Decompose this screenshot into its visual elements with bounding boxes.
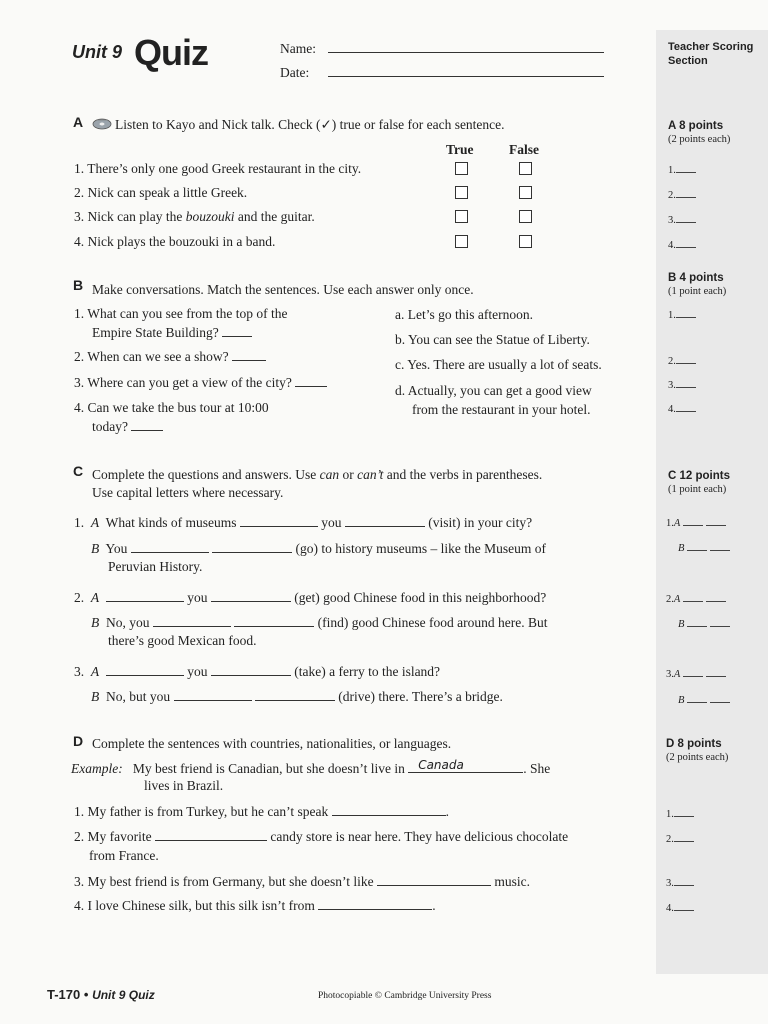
example-answer-line <box>408 758 523 773</box>
date-line[interactable] <box>328 76 604 77</box>
false-checkbox-1[interactable] <box>519 162 532 175</box>
true-checkbox-1[interactable] <box>455 162 468 175</box>
unit-label: Unit 9 <box>72 42 123 62</box>
footer-copyright: Photocopiable © Cambridge University Press <box>318 991 492 1001</box>
name-label: Name: <box>280 41 316 56</box>
c-item-2b-cont: there’s good Mexican food. <box>108 633 257 648</box>
c-1b-blank-2[interactable] <box>212 540 292 553</box>
c-3b-blank-1[interactable] <box>174 688 252 701</box>
scoring-title-line2: Section <box>668 55 708 67</box>
score-c-1b[interactable]: B <box>678 542 730 555</box>
true-checkbox-4[interactable] <box>455 235 468 248</box>
col-false: False <box>509 142 539 157</box>
section-b-letter: B <box>73 277 84 293</box>
b-option-d-cont: from the restaurant in your hotel. <box>412 402 591 417</box>
score-a-4[interactable]: 4. <box>668 239 696 252</box>
score-c-3b[interactable]: B <box>678 694 730 707</box>
b-question-4: 4. Can we take the bus tour at 10:00 <box>74 400 269 415</box>
scoring-title <box>668 40 753 68</box>
section-c-instructions-2: Use capital letters where necessary. <box>92 485 284 500</box>
c-item-1a: 1. A What kinds of museums you (visit) in your city? <box>74 515 533 530</box>
score-a-1[interactable]: 1. <box>668 164 696 177</box>
b-question-2: 2. When can we see a show? <box>74 348 266 366</box>
section-d-letter: D <box>73 733 84 749</box>
d-4-blank[interactable] <box>318 897 432 910</box>
c-3a-blank-1[interactable] <box>106 663 184 676</box>
score-b-each: (1 point each) <box>668 286 727 297</box>
c-item-2b: B No, you (find) good Chinese food around here. But <box>91 615 548 630</box>
c-2a-blank-2[interactable] <box>211 589 291 602</box>
example-answer: Canada <box>418 758 464 772</box>
b-option-a: a. Let’s go this afternoon. <box>395 307 533 322</box>
true-checkbox-3[interactable] <box>455 210 468 223</box>
c-item-2a: 2. A you (get) good Chinese food in this neighborhood? <box>74 590 547 605</box>
quiz-title: Quiz <box>134 32 208 73</box>
section-c-instructions: Complete the questions and answers. Use can or can’t and the verbs in parentheses. <box>92 467 543 482</box>
d-item-2-cont: from France. <box>89 848 159 863</box>
score-a-2[interactable]: 2. <box>668 189 696 202</box>
c-item-1b: B You (go) to history museums – like the Museum of <box>91 541 547 556</box>
score-d-1[interactable]: 1. <box>666 808 694 821</box>
b-question-4-cont: today? <box>92 418 163 436</box>
c-3b-blank-2[interactable] <box>255 688 335 701</box>
score-a-heading: A 8 points <box>668 120 724 132</box>
a-item-1: 1. There’s only one good Greek restaurant in the city. <box>74 161 362 176</box>
b-option-b: b. You can see the Statue of Liberty. <box>395 332 590 347</box>
a-item-2: 2. Nick can speak a little Greek. <box>74 185 248 200</box>
b-answer-4-line[interactable] <box>131 418 163 431</box>
d-2-blank[interactable] <box>155 828 267 841</box>
false-checkbox-3[interactable] <box>519 210 532 223</box>
c-2b-blank-2[interactable] <box>234 614 314 627</box>
score-b-3[interactable]: 3. <box>668 379 696 392</box>
section-a-instructions: Listen to Kayo and Nick talk. Check (✓) true or false for each sentence. <box>115 117 505 132</box>
b-answer-1-line[interactable] <box>222 324 252 337</box>
c-3a-blank-2[interactable] <box>211 663 291 676</box>
footer-page: T-170 • Unit 9 Quiz <box>47 987 155 1002</box>
score-b-4[interactable]: 4. <box>668 403 696 416</box>
score-d-3[interactable]: 3. <box>666 877 694 890</box>
page-number: T-170 <box>47 987 81 1002</box>
section-d-instructions: Complete the sentences with countries, nationalities, or languages. <box>92 736 452 751</box>
d-1-blank[interactable] <box>332 803 446 816</box>
c-item-3a: 3. A you (take) a ferry to the island? <box>74 664 441 679</box>
b-answer-3-line[interactable] <box>295 374 327 387</box>
score-c-each: (1 point each) <box>668 484 727 495</box>
example-label: Example: <box>71 761 123 776</box>
b-question-1-cont: Empire State Building? <box>92 324 252 342</box>
score-b-1[interactable]: 1. <box>668 309 696 322</box>
score-c-heading: C 12 points <box>668 470 730 482</box>
b-option-c: c. Yes. There are usually a lot of seats. <box>395 357 602 372</box>
c-item-3b: B No, but you (drive) there. There’s a bridge. <box>91 689 503 704</box>
d-example-cont: lives in Brazil. <box>144 778 224 793</box>
true-checkbox-2[interactable] <box>455 186 468 199</box>
d-item-2: 2. My favorite candy store is near here. They have delicious chocolate <box>74 829 569 844</box>
date-label: Date: <box>280 65 310 80</box>
score-c-2b[interactable]: B <box>678 618 730 631</box>
b-question-3: 3. Where can you get a view of the city? <box>74 374 327 392</box>
col-true: True <box>446 142 474 157</box>
d-item-1: 1. My father is from Turkey, but he can’t speak . <box>74 804 449 819</box>
section-c-letter: C <box>73 463 84 479</box>
c-2b-blank-1[interactable] <box>153 614 231 627</box>
score-d-2[interactable]: 2. <box>666 833 694 846</box>
c-1b-blank-1[interactable] <box>131 540 209 553</box>
d-example: Example: My best friend is Canadian, but she doesn’t live in Canada . She <box>71 758 551 776</box>
score-c-2a[interactable]: 2.A <box>666 593 726 606</box>
score-a-3[interactable]: 3. <box>668 214 696 227</box>
a-item-4: 4. Nick plays the bouzouki in a band. <box>74 234 276 249</box>
d-3-blank[interactable] <box>377 873 491 886</box>
d-item-4: 4. I love Chinese silk, but this silk isn’t from . <box>74 898 436 913</box>
name-line[interactable] <box>328 52 604 53</box>
false-checkbox-2[interactable] <box>519 186 532 199</box>
a-item-3: 3. Nick can play the bouzouki and the guitar. <box>74 209 315 224</box>
score-b-heading: B 4 points <box>668 272 724 284</box>
score-d-heading: D 8 points <box>666 738 722 750</box>
score-c-3a[interactable]: 3.A <box>666 668 726 681</box>
c-item-1b-cont: Peruvian History. <box>108 559 203 574</box>
b-question-1: 1. What can you see from the top of the <box>74 306 288 321</box>
score-d-4[interactable]: 4. <box>666 902 694 915</box>
score-a-each: (2 points each) <box>668 134 731 145</box>
score-c-1a[interactable]: 1.A <box>666 517 726 530</box>
d-item-3: 3. My best friend is from Germany, but she doesn’t like music. <box>74 874 530 889</box>
b-answer-2-line[interactable] <box>232 348 266 361</box>
c-2a-blank-1[interactable] <box>106 589 184 602</box>
c-1a-blank-1[interactable] <box>240 514 318 527</box>
audio-cd-icon <box>92 116 112 135</box>
score-d-each: (2 points each) <box>666 752 729 763</box>
c-1a-blank-2[interactable] <box>345 514 425 527</box>
section-a-letter: A <box>73 114 84 130</box>
false-checkbox-4[interactable] <box>519 235 532 248</box>
score-b-2[interactable]: 2. <box>668 355 696 368</box>
section-b-instructions: Make conversations. Match the sentences. Use each answer only once. <box>92 282 474 297</box>
b-option-d: d. Actually, you can get a good view <box>395 383 592 398</box>
footer-unit: Unit 9 Quiz <box>92 988 155 1002</box>
scoring-title-line1: Teacher Scoring <box>668 41 754 53</box>
